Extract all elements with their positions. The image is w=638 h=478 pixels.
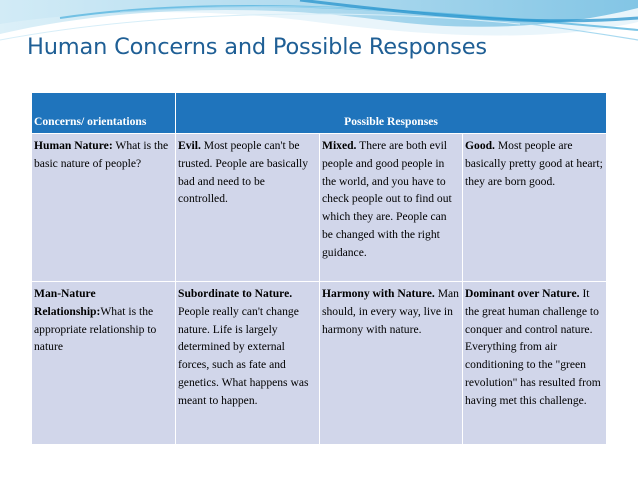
response-title: Subordinate to Nature. bbox=[178, 287, 293, 300]
response-cell bbox=[320, 282, 463, 445]
response-text: Most people can't be trusted. People are basically bad and need to be controlled. bbox=[178, 139, 309, 206]
response-cell bbox=[176, 134, 320, 282]
response-title: Evil. bbox=[178, 139, 201, 152]
response-title: Good. bbox=[465, 139, 495, 152]
concern-question: What is the appropriate relationship to nature bbox=[34, 304, 157, 354]
concerns-table bbox=[31, 92, 607, 445]
concern-title: Human Nature: bbox=[34, 139, 113, 152]
response-text: Man should, in every way, live in harmony with nature. bbox=[322, 287, 459, 336]
concern-title: Man-Nature Relationship: bbox=[34, 287, 101, 318]
header-concerns: Concerns/ orientations bbox=[32, 93, 176, 134]
response-cell bbox=[463, 134, 607, 282]
response-title: Harmony with Nature. bbox=[322, 287, 435, 300]
table-row bbox=[32, 282, 607, 445]
concern-cell bbox=[32, 282, 176, 445]
response-text: People really can't change nature. Life is largely determined by external forces, such as fate and genetics. What happens was meant to happen. bbox=[178, 304, 309, 407]
slide-title: Human Concerns and Possible Responses bbox=[27, 34, 487, 60]
response-text: There are both evil people and good people in the world, and you have to check people out to find out which they are. People can be changed with the right guidance. bbox=[322, 139, 452, 259]
header-possible-responses: Possible Responses bbox=[176, 93, 607, 134]
response-text: It the great human challenge to conquer and control nature. Everything from air conditioning to the "green revolution" has resulted from having met this challenge. bbox=[465, 287, 601, 407]
response-title: Dominant over Nature. bbox=[465, 287, 580, 300]
table-header-row bbox=[32, 93, 607, 134]
concern-question: What is the basic nature of people? bbox=[34, 139, 169, 170]
response-cell bbox=[320, 134, 463, 282]
concern-cell bbox=[32, 134, 176, 282]
table-row bbox=[32, 134, 607, 282]
response-title: Mixed. bbox=[322, 139, 357, 152]
response-cell bbox=[176, 282, 320, 445]
response-cell bbox=[463, 282, 607, 445]
response-text: Most people are basically pretty good at heart; they are born good. bbox=[465, 139, 603, 188]
